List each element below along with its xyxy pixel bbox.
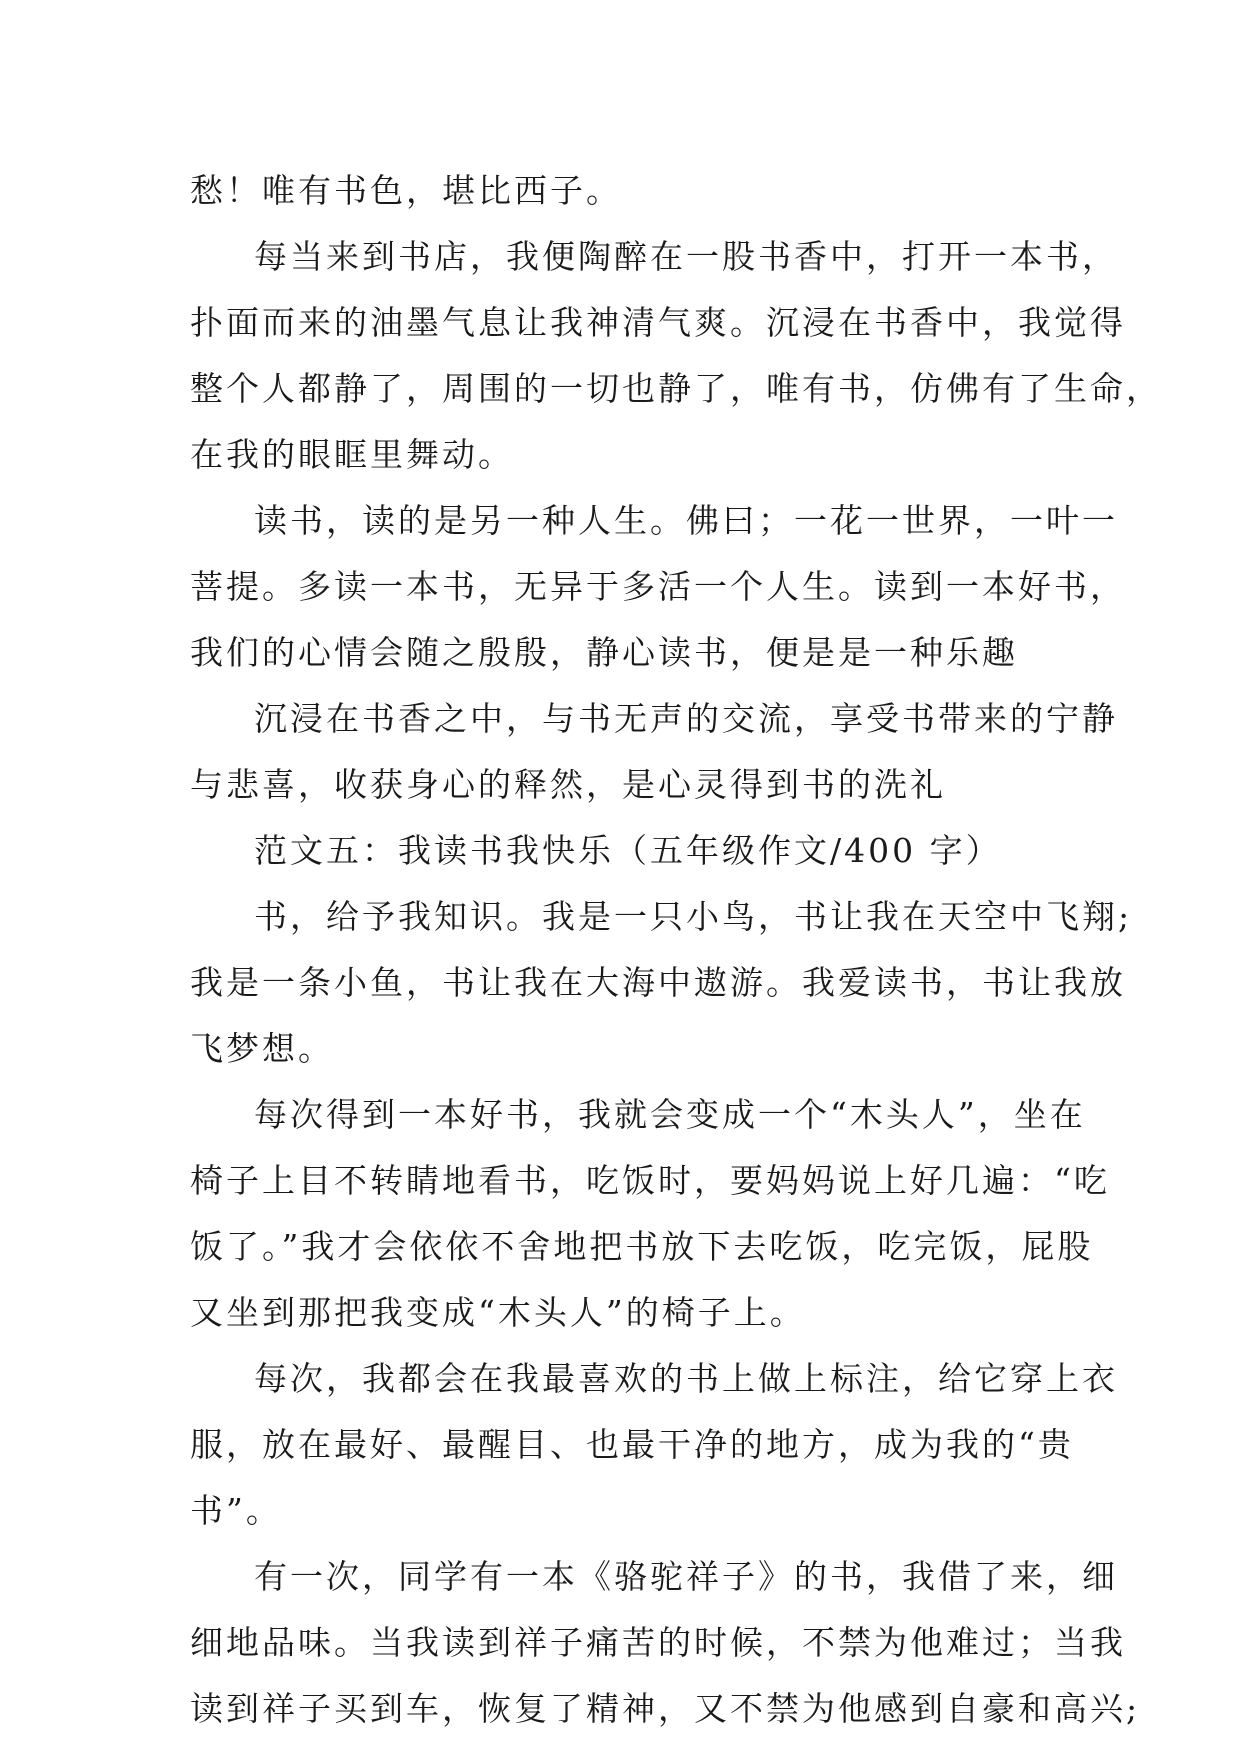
essay-heading [190,818,1060,884]
text-line: 与悲喜，收获身心的释然，是心灵得到书的洗礼 [190,765,946,804]
text-line: 愁！唯有书色，堪比西子。 [190,171,622,210]
paragraph [190,224,1162,488]
text-line: 在我的眼眶里舞动。 [190,435,514,474]
paragraph [190,1544,1141,1742]
text-line: 飞梦想。 [190,1029,334,1068]
text-line: 服，放在最好、最醒目、也最干净的地方，成为我的“贵 [190,1425,1074,1464]
text-line: 读到祥子买到车，恢复了精神，又不禁为他感到自豪和高兴; [190,1689,1141,1728]
text-line: 每当来到书店，我便陶醉在一股书香中，打开一本书， [254,237,1118,276]
paragraph [190,158,1060,224]
text-line: 饭了。”我才会依依不舍地把书放下去吃饭，吃完饭，屁股 [190,1227,1094,1266]
text-line: 范文五：我读书我快乐（五年级作文/400 字） [254,831,1002,870]
text-line: 我们的心情会随之殷殷，静心读书，便是是一种乐趣 [190,633,1018,672]
document-page [190,158,1162,1742]
paragraph [190,488,1126,686]
text-line: 又坐到那把我变成“木头人”的椅子上。 [190,1293,806,1332]
paragraph [190,1082,1110,1346]
text-line: 细地品味。当我读到祥子痛苦的时候，不禁为他难过；当我 [190,1623,1126,1662]
text-line: 整个人都静了，周围的一切也静了，唯有书，仿佛有了生命， [190,369,1162,408]
text-line: 每次得到一本好书，我就会变成一个“木头人”，坐在 [254,1095,1086,1134]
paragraph [190,1346,1118,1544]
text-line: 扑面而来的油墨气息让我神清气爽。沉浸在书香中，我觉得 [190,303,1126,342]
text-line: 每次，我都会在我最喜欢的书上做上标注，给它穿上衣 [254,1359,1118,1398]
text-line: 读书，读的是另一种人生。佛曰；一花一世界，一叶一 [254,501,1118,540]
paragraph [190,686,1118,818]
paragraph [190,884,1133,1082]
text-line: 椅子上目不转睛地看书，吃饭时，要妈妈说上好几遍：“吃 [190,1161,1110,1200]
text-line: 沉浸在书香之中，与书无声的交流，享受书带来的宁静 [254,699,1118,738]
text-line: 书，给予我知识。我是一只小鸟，书让我在天空中飞翔; [254,897,1133,936]
text-line: 书”。 [190,1491,282,1530]
text-line: 有一次，同学有一本《骆驼祥子》的书，我借了来，细 [254,1557,1118,1596]
text-line: 我是一条小鱼，书让我在大海中遨游。我爱读书，书让我放 [190,963,1126,1002]
text-line: 菩提。多读一本书，无异于多活一个人生。读到一本好书， [190,567,1126,606]
